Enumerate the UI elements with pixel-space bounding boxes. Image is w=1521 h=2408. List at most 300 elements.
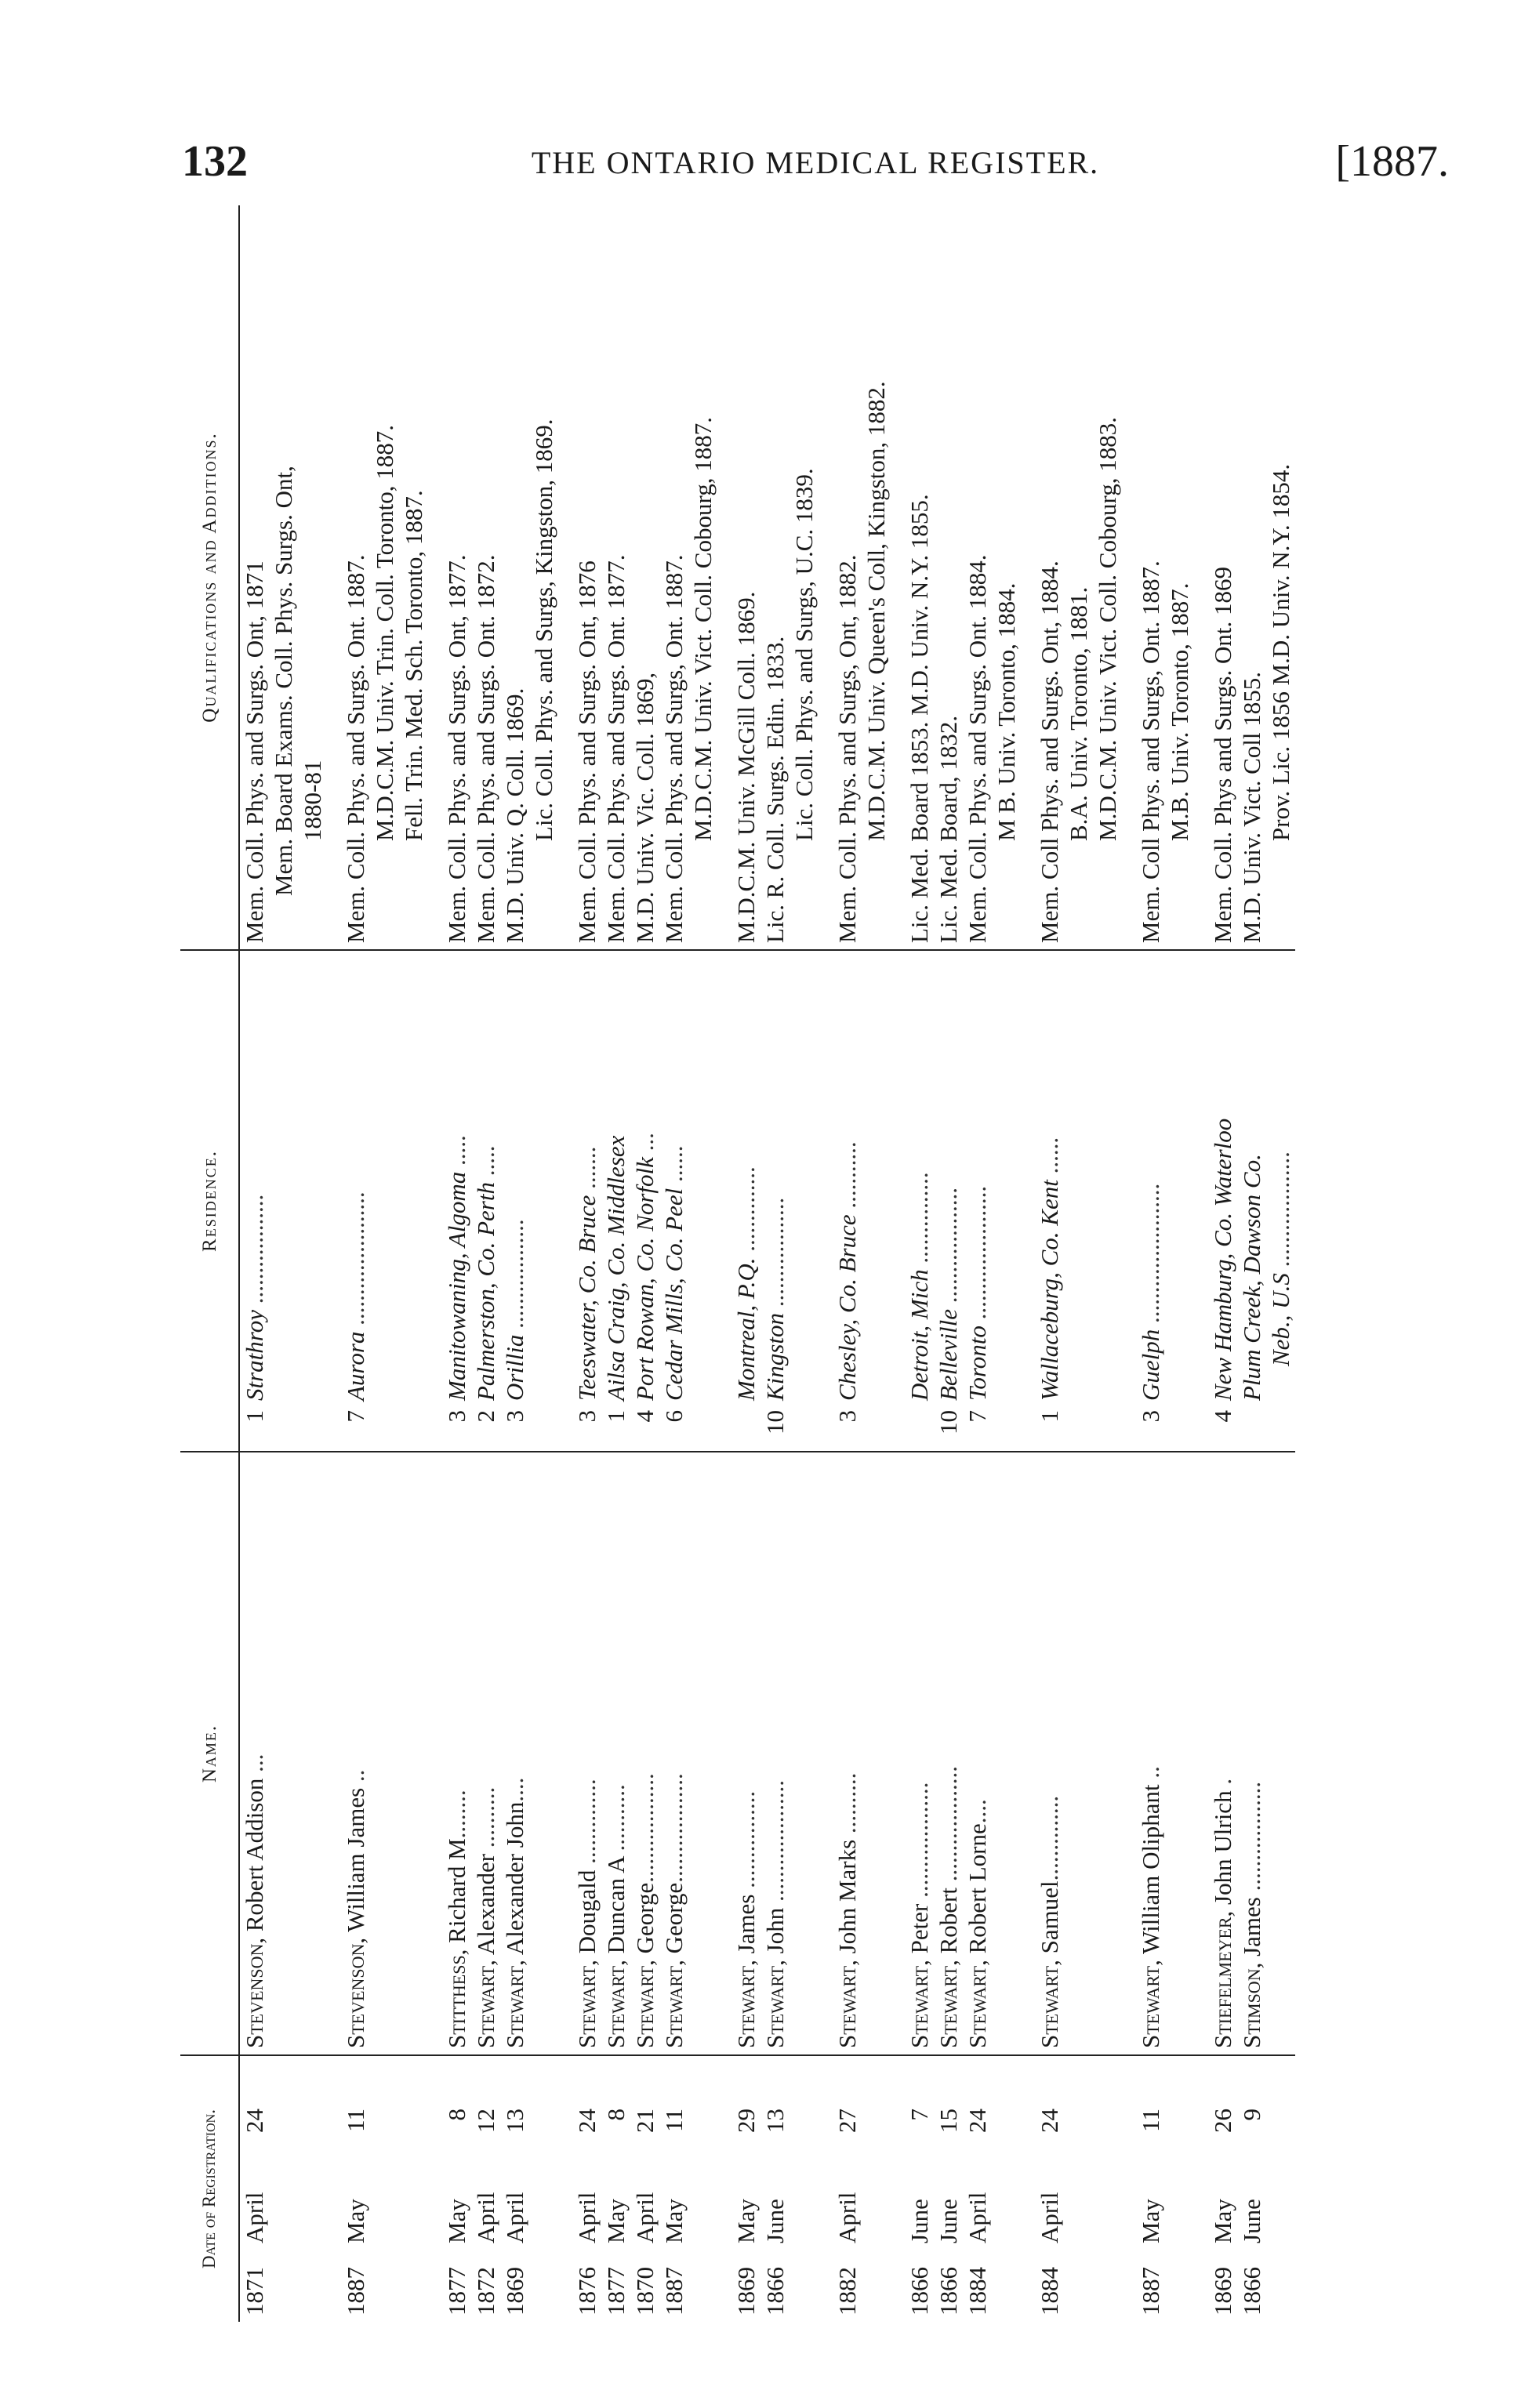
cell-qualifications: [934, 205, 963, 950]
qualification-entry: M.D. Univ. Q. Coll. 1869.: [501, 687, 528, 943]
dot-leader: ..................: [501, 1219, 528, 1335]
cell-name: [239, 1452, 327, 2055]
given-names: Robert Lorne: [964, 1823, 991, 1954]
cell-date: [659, 2055, 717, 2322]
residence-line: [1237, 957, 1266, 1445]
given-names: Alexander: [472, 1853, 499, 1956]
qualification-entry: Mem. Coll. Phys. and Surgs. Ont, 1871: [241, 560, 268, 943]
given-names: William Oliphant: [1137, 1784, 1164, 1954]
district-number: 1: [1036, 1410, 1063, 1423]
registration-year: 1877: [602, 2267, 630, 2316]
district-number: 2: [472, 1410, 499, 1423]
dot-leader: ......: [660, 1145, 688, 1188]
cell-qualifications: [471, 205, 500, 950]
registration-month: May: [1209, 2199, 1236, 2243]
dot-leader: ..............: [732, 1166, 760, 1258]
cell-residence: [934, 950, 963, 1452]
registration-day: 12: [472, 2109, 499, 2133]
cell-name: [630, 1452, 659, 2055]
qualification-entry: Lic. R. Coll. Surgs. Edin. 1833.: [761, 636, 789, 943]
cell-date: [717, 2055, 760, 2322]
cell-residence: [239, 950, 327, 1452]
table-row: [239, 205, 327, 2322]
residence-line: [572, 957, 601, 1445]
table-row: [1122, 205, 1194, 2322]
cell-date: [1122, 2055, 1194, 2322]
registration-year: 1866: [935, 2267, 962, 2316]
cell-qualifications: [819, 205, 891, 950]
cell-date: [1194, 2055, 1237, 2322]
surname: Stewart,: [964, 1960, 991, 2048]
dot-leader: ..............: [573, 1779, 601, 1870]
district-number: 3: [573, 1410, 601, 1423]
residence-place: Guelph: [1137, 1329, 1164, 1401]
cell-residence: [659, 950, 717, 1452]
residence-line: [905, 957, 934, 1445]
registration-year: 1866: [906, 2267, 933, 2316]
qualification-entry: M.D. Univ. Vic. Coll. 1869,: [631, 672, 659, 943]
registration-day: 24: [241, 2109, 268, 2133]
dot-leader: ..................: [241, 1194, 268, 1311]
residence-place: Cedar Mills, Co. Peel: [660, 1188, 688, 1401]
given-names: William James: [342, 1787, 369, 1932]
given-names: Peter: [906, 1903, 933, 1954]
cell-name: [471, 1452, 500, 2055]
registration-month: April: [241, 2192, 268, 2243]
residence-place: New Hamburg, Co. Waterloo: [1209, 1118, 1236, 1401]
registration-month: May: [602, 2199, 630, 2243]
district-number: 3: [501, 1410, 528, 1423]
cell-name: [327, 1452, 428, 2055]
qualification-entry: Mem. Coll Phys. and Surgs. Ont, 1884.: [1036, 560, 1063, 943]
district-number: 4: [1209, 1410, 1236, 1423]
qualification-entry: M.D.C.M. Univ. McGill Coll. 1869.: [732, 591, 760, 943]
dot-leader: ...............: [906, 1172, 933, 1270]
qualification-entry: B.A. Univ. Toronto, 1881.: [1065, 586, 1092, 841]
registration-month: June: [761, 2199, 789, 2243]
residence-place: Toronto: [964, 1325, 991, 1401]
cell-date: [500, 2055, 558, 2322]
cell-name: [760, 1452, 819, 2055]
cell-qualifications: [601, 205, 630, 950]
qualification-entry: Lic. Med. Board, 1832.: [935, 715, 962, 943]
qualification-entry: Mem. Coll. Phys. and Surgs, Ont. 1887.: [660, 554, 688, 943]
residence-place: Kingston: [761, 1313, 789, 1401]
cell-date: [934, 2055, 963, 2322]
registration-year: 1869: [501, 2267, 528, 2316]
given-names: Alexander John: [501, 1801, 528, 1956]
district-number: 3: [443, 1410, 470, 1423]
cell-name: [819, 1452, 891, 2055]
table-row: [500, 205, 558, 2322]
residence-line: [963, 957, 992, 1445]
dot-leader: ......................: [342, 1191, 369, 1332]
qualification-entry: Fell. Trin. Med. Sch. Toronto, 1887.: [400, 490, 427, 841]
cell-qualifications: [891, 205, 934, 950]
surname: Stewart,: [906, 1960, 933, 2048]
registration-month: June: [906, 2199, 933, 2243]
district-number: 10: [761, 1410, 789, 1434]
qualification-entry: Prov. Lic. 1856 M.D. Univ. N.Y. 1854.: [1267, 463, 1294, 841]
residence-line: [833, 957, 862, 1445]
cell-residence: [428, 950, 471, 1452]
table-row: [471, 205, 500, 2322]
residence-line: [1208, 957, 1237, 1445]
qualification-entry: M.D.C.M. Univ. Trin. Coll. Toronto, 1887.: [371, 425, 398, 841]
cell-name: [558, 1452, 601, 2055]
district-number: 4: [631, 1410, 659, 1423]
cell-qualifications: [239, 205, 327, 950]
residence-line: [471, 957, 500, 1445]
cell-residence: [1194, 950, 1237, 1452]
cell-residence: [601, 950, 630, 1452]
registration-day: 21: [631, 2109, 659, 2133]
dot-leader: .......: [573, 1146, 601, 1195]
dot-leader: ..................: [660, 1773, 688, 1883]
cell-date: [1021, 2055, 1122, 2322]
residence-line: [659, 957, 688, 1445]
given-names: Samuel: [1036, 1880, 1063, 1954]
registration-year: 1887: [342, 2267, 369, 2316]
registration-year: 1876: [573, 2267, 601, 2316]
dot-leader: ..........: [833, 1772, 861, 1840]
surname: Stewart,: [631, 1960, 659, 2048]
cell-date: [428, 2055, 471, 2322]
registration-month: April: [501, 2192, 528, 2243]
cell-name: [1237, 1452, 1295, 2055]
residence-place: Strathroy: [241, 1310, 268, 1401]
cell-date: [891, 2055, 934, 2322]
dot-leader: ..: [1137, 1766, 1164, 1785]
registration-day: 26: [1209, 2109, 1236, 2133]
cell-qualifications: [428, 205, 471, 950]
cell-residence: [1021, 950, 1122, 1452]
residence-place: Aurora: [342, 1331, 369, 1401]
cell-residence: [630, 950, 659, 1452]
page-header: [172, 132, 1458, 194]
cell-date: [760, 2055, 819, 2322]
registration-year: 1877: [443, 2267, 470, 2316]
column-header-qualifications: Qualifications and Additions.: [180, 205, 239, 950]
dot-leader: ......................: [964, 1185, 991, 1326]
dot-leader: .: [1209, 1778, 1236, 1791]
registration-month: April: [1036, 2192, 1063, 2243]
qualification-entry: Mem. Coll. Phys. and Surgs. Ont, 1877.: [443, 554, 470, 943]
table-row: [1237, 205, 1295, 2322]
cell-residence: [760, 950, 819, 1452]
given-names: Robert: [935, 1888, 962, 1954]
registration-day: 13: [761, 2109, 789, 2133]
surname: Stewart,: [660, 1960, 688, 2048]
cell-residence: [1237, 950, 1295, 1452]
surname: Stevenson,: [342, 1937, 369, 2048]
cell-date: [471, 2055, 500, 2322]
surname: Stiefelmeyer,: [1209, 1910, 1236, 2048]
registration-month: June: [1238, 2199, 1265, 2243]
table-row: [558, 205, 601, 2322]
registration-day: 8: [602, 2109, 630, 2121]
given-names: James: [732, 1894, 760, 1954]
residence-place: Palmerston, Co. Perth: [472, 1182, 499, 1401]
residence-place: Teeswater, Co. Bruce: [573, 1195, 601, 1401]
qualification-entry: Mem. Coll. Phys. and Surgs. Ont. 1887.: [342, 554, 369, 943]
qualification-entry: Lic. Coll. Phys. and Surgs, Kingston, 1869.: [530, 419, 557, 841]
residence-place: Plum Creek, Dawson Co.: [1238, 1154, 1265, 1401]
qualification-entry: M.D.C.M. Univ. Vict. Coll. Cobourg, 1887.: [689, 417, 717, 841]
qualification-entry: M.D.C.M. Univ. Vict. Coll. Cobourg, 1883.: [1094, 417, 1121, 841]
registration-day: 11: [660, 2109, 688, 2132]
district-number: 3: [833, 1410, 861, 1423]
dot-leader: ..: [342, 1769, 369, 1788]
residence-place: Detroit, Mich: [906, 1269, 933, 1401]
given-names: Dougald: [573, 1869, 601, 1954]
qualification-entry: Mem. Coll Phys. and Surgs, Ont. 1887.: [1137, 560, 1164, 943]
table-row: [630, 205, 659, 2322]
registration-day: 11: [342, 2109, 369, 2132]
given-names: Duncan A: [602, 1857, 630, 1954]
cell-name: [717, 1452, 760, 2055]
surname: Stewart,: [1036, 1960, 1063, 2048]
cell-qualifications: [659, 205, 717, 950]
cell-date: [601, 2055, 630, 2322]
given-names: Robert Addison: [241, 1778, 268, 1932]
qualification-entry: M.D.C.M. Univ. Queen's Coll, Kingston, 1882.: [862, 381, 890, 841]
registration-day: 8: [443, 2109, 470, 2121]
given-names: George: [660, 1882, 688, 1954]
registration-day: 24: [1036, 2109, 1063, 2133]
dot-leader: ..................: [761, 1197, 789, 1314]
residence-line: [630, 957, 659, 1445]
qualification-entry: Mem. Coll. Phys. and Surgs. Ont, 1876: [573, 560, 601, 943]
qualification-entry: Lic. Coll. Phys. and Surgs, U.C. 1839.: [790, 468, 818, 841]
dot-leader: ...........: [602, 1784, 630, 1858]
registration-year: 1871: [241, 2267, 268, 2316]
cell-residence: [717, 950, 760, 1452]
registration-year: 1882: [833, 2267, 861, 2316]
cell-date: [558, 2055, 601, 2322]
surname: Stewart,: [1137, 1960, 1164, 2048]
surname: Stewart,: [935, 1960, 962, 2048]
residence-line: [934, 957, 963, 1445]
column-header-name: Name.: [180, 1452, 239, 2055]
residence-line: [500, 957, 529, 1445]
registration-day: 11: [1137, 2109, 1164, 2132]
residence-line: [731, 957, 760, 1445]
cell-qualifications: [717, 205, 760, 950]
dot-leader: ........: [443, 1790, 470, 1839]
dot-leader: .....: [472, 1145, 499, 1182]
cell-qualifications: [963, 205, 1021, 950]
qualification-entry: M B. Univ. Toronto, 1884.: [993, 582, 1020, 841]
table-row: [601, 205, 630, 2322]
registration-day: 27: [833, 2109, 861, 2133]
registration-month: April: [631, 2192, 659, 2243]
registration-day: 15: [935, 2109, 962, 2133]
cell-qualifications: [327, 205, 428, 950]
district-number: 1: [602, 1410, 630, 1423]
cell-date: [327, 2055, 428, 2322]
dot-leader: .......................: [1137, 1183, 1164, 1329]
dot-leader: ....................: [761, 1780, 789, 1908]
registration-year: 1884: [964, 2267, 991, 2316]
registration-year: 1872: [472, 2267, 499, 2316]
cell-qualifications: [1194, 205, 1237, 950]
registration-month: May: [732, 2199, 760, 2243]
running-title: THE ONTARIO MEDICAL REGISTER.: [531, 145, 1100, 180]
given-names: Richard M: [443, 1838, 470, 1943]
given-names: John Ulrich: [1209, 1790, 1236, 1905]
cell-qualifications: [558, 205, 601, 950]
registration-month: May: [660, 2199, 688, 2243]
residence-place: Belleville: [935, 1308, 962, 1401]
dot-leader: ...................: [1267, 1151, 1294, 1274]
cell-residence: [327, 950, 428, 1452]
surname: Stewart,: [761, 1960, 789, 2048]
district-number: 7: [964, 1410, 991, 1423]
dot-leader: ....: [501, 1777, 528, 1802]
surname: Stimson,: [1238, 1962, 1265, 2048]
registration-day: 29: [732, 2109, 760, 2133]
registration-day: 7: [906, 2109, 933, 2121]
registration-month: May: [1137, 2199, 1164, 2243]
registration-month: June: [935, 2199, 962, 2243]
residence-line: [341, 957, 370, 1445]
dot-leader: ...................: [906, 1782, 933, 1904]
cell-qualifications: [1237, 205, 1295, 950]
registration-month: April: [833, 2192, 861, 2243]
qualification-entry: M.B. Univ. Toronto, 1887.: [1166, 582, 1193, 841]
residence-line: [1136, 957, 1165, 1445]
table-row: [659, 205, 717, 2322]
residence-place: Montreal, P.Q.: [732, 1257, 760, 1401]
column-header-date: Date of Registration.: [180, 2055, 239, 2322]
dot-leader: ....: [964, 1799, 991, 1824]
table-row: [428, 205, 471, 2322]
cell-name: [659, 1452, 717, 2055]
surname: Stewart,: [602, 1960, 630, 2048]
residence-place: Ailsa Craig, Co. Middlesex: [602, 1135, 630, 1401]
qualification-entry: Mem. Coll. Phys. and Surgs. Ont. 1884.: [964, 554, 991, 943]
cell-qualifications: [1122, 205, 1194, 950]
table-row: [327, 205, 428, 2322]
residence-line: [1035, 957, 1064, 1445]
cell-residence: [500, 950, 558, 1452]
table-row: [760, 205, 819, 2322]
surname: Stewart,: [833, 1960, 861, 2048]
dot-leader: ...: [241, 1753, 268, 1779]
surname: Stewart,: [472, 1960, 499, 2048]
table-row: [1194, 205, 1237, 2322]
registration-month: May: [342, 2199, 369, 2243]
residence-place: Wallaceburg, Co. Kent: [1036, 1180, 1063, 1401]
registration-year: 1866: [1238, 2267, 1265, 2316]
cell-residence: [819, 950, 891, 1452]
registration-year: 1870: [631, 2267, 659, 2316]
surname: Stewart,: [573, 1960, 601, 2048]
surname: Stevenson,: [241, 1937, 268, 2048]
registration-day: 24: [573, 2109, 601, 2133]
table-row: [934, 205, 963, 2322]
registration-month: April: [964, 2192, 991, 2243]
qualification-entry: Mem. Board Exams. Coll. Phys. Surgs. Ont,: [270, 466, 297, 896]
district-number: 1: [241, 1410, 268, 1423]
table-header: [180, 205, 239, 2322]
cell-date: [819, 2055, 891, 2322]
column-header-residence: Residence.: [180, 950, 239, 1452]
registration-day: 24: [964, 2109, 991, 2133]
table-row: [819, 205, 891, 2322]
cell-name: [891, 1452, 934, 2055]
cell-name: [500, 1452, 558, 2055]
cell-date: [963, 2055, 1021, 2322]
dot-leader: ...................: [935, 1766, 962, 1888]
registration-month: May: [443, 2199, 470, 2243]
table-row: [963, 205, 1021, 2322]
cell-name: [601, 1452, 630, 2055]
cell-name: [1122, 1452, 1194, 2055]
dot-leader: ...: [631, 1133, 659, 1158]
residence-line: [760, 957, 790, 1445]
surname: Stewart,: [732, 1960, 760, 2048]
registration-day: 13: [501, 2109, 528, 2133]
cell-name: [963, 1452, 1021, 2055]
registration-year: 1887: [660, 2267, 688, 2316]
registration-year: 1869: [1209, 2267, 1236, 2316]
qualification-entry: Mem. Coll. Phys and Surgs. Ont. 1869: [1209, 567, 1236, 943]
given-names: James: [1238, 1897, 1265, 1956]
surname: Stewart,: [501, 1960, 528, 2048]
dot-leader: ..................: [1238, 1781, 1265, 1898]
residence-line: [601, 957, 630, 1445]
registration-month: April: [573, 2192, 601, 2243]
residence-place-continued: Neb., U.S: [1267, 1273, 1294, 1366]
cell-residence: [471, 950, 500, 1452]
registration-year: 1887: [1137, 2267, 1164, 2316]
cell-qualifications: [1021, 205, 1122, 950]
cell-qualifications: [500, 205, 558, 950]
dot-leader: ..............: [1036, 1795, 1063, 1881]
cell-qualifications: [760, 205, 819, 950]
cell-residence: [1122, 950, 1194, 1452]
header-year: [1887.: [1335, 137, 1449, 186]
residence-line: [442, 957, 471, 1445]
registration-year: 1869: [732, 2267, 760, 2316]
table-row: [891, 205, 934, 2322]
table-row: [717, 205, 760, 2322]
district-number: 10: [935, 1410, 962, 1434]
residence-place: Chesley, Co. Bruce: [833, 1214, 861, 1401]
district-number: 7: [342, 1410, 369, 1423]
given-names: George: [631, 1882, 659, 1954]
rotated-table-wrapper: [180, 205, 1419, 2322]
residence-place: Manitowaning, Algoma: [443, 1171, 470, 1401]
given-names: John Marks: [833, 1839, 861, 1954]
qualification-entry: M.D. Univ. Vict. Coll 1855.: [1238, 671, 1265, 943]
surname: Stitthess,: [443, 1949, 470, 2048]
given-names: John: [761, 1907, 789, 1954]
cell-name: [1021, 1452, 1122, 2055]
cell-name: [1194, 1452, 1237, 2055]
table-body: [239, 205, 1295, 2322]
residence-line: [240, 957, 269, 1445]
cell-name: [934, 1452, 963, 2055]
district-number: 3: [1137, 1410, 1164, 1423]
cell-name: [428, 1452, 471, 2055]
residence-line: [1266, 957, 1295, 1445]
cell-residence: [891, 950, 934, 1452]
register-page-body: [180, 205, 1419, 2322]
dot-leader: .....: [443, 1135, 470, 1172]
